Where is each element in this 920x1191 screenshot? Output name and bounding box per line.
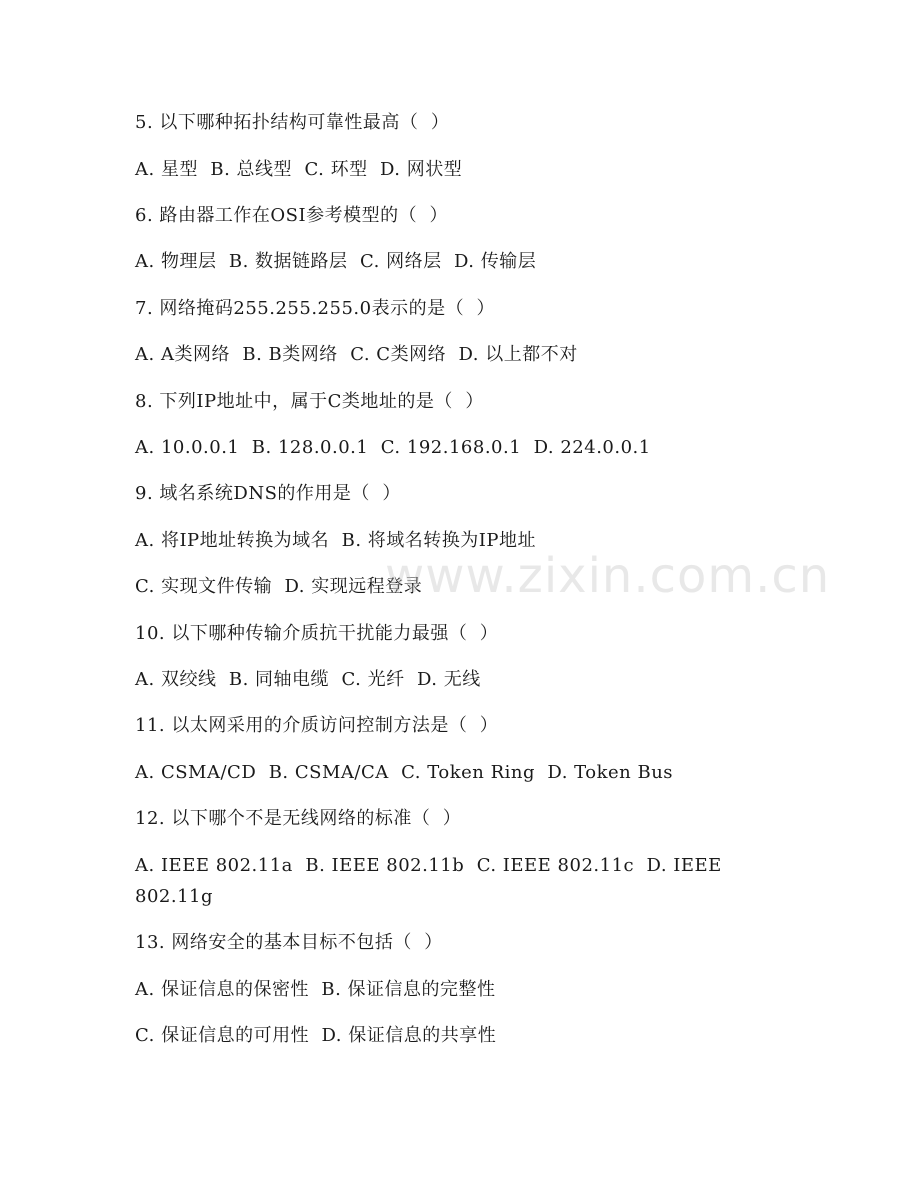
question-7: 7. 网络掩码255.255.255.0表示的是（ ） xyxy=(135,298,496,319)
options-11: A. CSMA/CD B. CSMA/CA C. Token Ring D. Token Bus xyxy=(135,762,674,783)
options-10: A. 双绞线 B. 同轴电缆 C. 光纤 D. 无线 xyxy=(135,669,481,690)
question-5: 5. 以下哪种拓扑结构可靠性最高（ ） xyxy=(135,112,450,133)
options-13-line-2: C. 保证信息的可用性 D. 保证信息的共享性 xyxy=(135,1025,497,1046)
question-12: 12. 以下哪个不是无线网络的标准（ ） xyxy=(135,808,462,829)
options-8: A. 10.0.0.1 B. 128.0.0.1 C. 192.168.0.1 D. 224.0.0.1 xyxy=(135,437,651,458)
options-13-line-1: A. 保证信息的保密性 B. 保证信息的完整性 xyxy=(135,979,496,1000)
question-10: 10. 以下哪种传输介质抗干扰能力最强（ ） xyxy=(135,623,499,644)
options-6: A. 物理层 B. 数据链路层 C. 网络层 D. 传输层 xyxy=(135,251,537,272)
question-6: 6. 路由器工作在OSI参考模型的（ ） xyxy=(135,205,449,226)
options-12-line-2: 802.11g xyxy=(135,886,214,907)
watermark: www.zixin.com.cn xyxy=(385,548,831,604)
options-9-line-2: C. 实现文件传输 D. 实现远程登录 xyxy=(135,576,423,597)
options-7: A. A类网络 B. B类网络 C. C类网络 D. 以上都不对 xyxy=(135,344,578,365)
options-12-line-1: A. IEEE 802.11a B. IEEE 802.11b C. IEEE 802.11c D. IEEE xyxy=(135,855,722,876)
options-5: A. 星型 B. 总线型 C. 环型 D. 网状型 xyxy=(135,159,463,180)
question-8: 8. 下列IP地址中，属于C类地址的是（ ） xyxy=(135,391,484,412)
options-9-line-1: A. 将IP地址转换为域名 B. 将域名转换为IP地址 xyxy=(135,530,536,551)
question-13: 13. 网络安全的基本目标不包括（ ） xyxy=(135,932,443,953)
question-9: 9. 域名系统DNS的作用是（ ） xyxy=(135,483,401,504)
question-11: 11. 以太网采用的介质访问控制方法是（ ） xyxy=(135,715,499,736)
